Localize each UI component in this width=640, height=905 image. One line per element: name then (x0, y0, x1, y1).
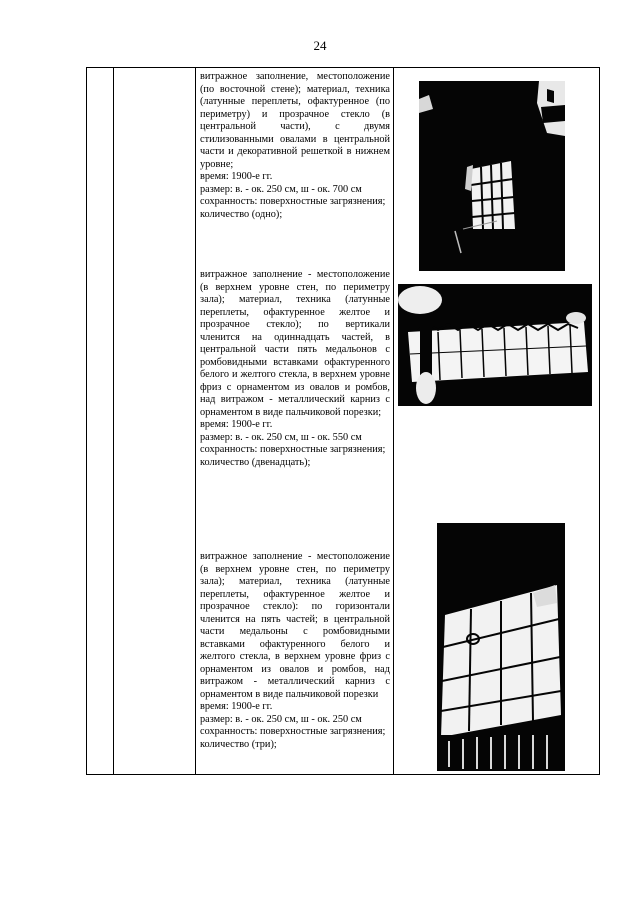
photo-3-image (437, 523, 565, 771)
photo-1-image (419, 81, 565, 271)
entry-time: время: 1900-е гг. (200, 419, 273, 430)
entry-size: размер: в. - ок. 250 см, ш - ок. 250 см (200, 713, 362, 725)
entry-condition: сохранность: поверхностные загрязнения; (200, 444, 386, 455)
inventory-table (86, 67, 600, 775)
entry-condition: сохранность: поверхностные загрязнения; (200, 726, 386, 737)
entry-description (200, 71, 390, 221)
column-divider (195, 68, 196, 774)
entry-time: время: 1900-е гг. (200, 171, 273, 182)
entry-size: размер: в. - ок. 250 см, ш - ок. 550 см (200, 431, 362, 443)
entry-text: витражное заполнение - местоположение (в верхнем уровне стен, по периметру зала); материал, техника (латунные переплеты, офактуренное желтое и прозрачное стекло); по вертикали членится на одиннадцать частей, в центральной части пять медальонов с ромбовидными вставками офактуренного белого и желтого стекла, в верхнем уровне фриз с орнаментом из овалов и ромбов, над витражом - металлический карниз с орнаментом в виде пальчиковой порезки; (200, 269, 390, 418)
column-divider (393, 68, 394, 774)
entry-quantity: количество (двенадцать); (200, 456, 311, 468)
stained-glass-photo (437, 523, 565, 771)
entry-quantity: количество (одно); (200, 208, 283, 220)
stained-glass-photo (419, 81, 565, 271)
column-divider (113, 68, 114, 774)
entry-text: витражное заполнение, местоположение (по восточной стене); материал, техника (латунные переплеты, офактуренное (по периметру) и прозрачное стекло (в центральной части), с двумя стилизованными овалами в центральной части и декоративной решеткой в нижнем уровне; (200, 71, 390, 170)
stained-glass-photo (398, 284, 592, 406)
entry-time: время: 1900-е гг. (200, 701, 273, 712)
entry-size: размер: в. - ок. 250 см, ш - ок. 700 см (200, 183, 362, 195)
entry-description (200, 551, 390, 751)
entry-text: витражное заполнение - местоположение (в верхнем уровне стен, по периметру зала); материал, техника (латунные переплеты, офактуренное желтое и прозрачное стекло): по горизонтали членится на пять частей; в центральной части медальоны с ромбовидными вставками офактуренного белого и желтого стекла, в верхнем уровне фриз с орнаментом из овалов и ромбов, над витражом - металлический карниз с орнаментом в виде пальчиковой порезки (200, 551, 390, 700)
page-number: 24 (313, 38, 327, 53)
photo-2-image (398, 284, 592, 406)
entry-quantity: количество (три); (200, 738, 277, 750)
entry-condition: сохранность: поверхностные загрязнения; (200, 196, 386, 207)
entry-description (200, 269, 390, 469)
